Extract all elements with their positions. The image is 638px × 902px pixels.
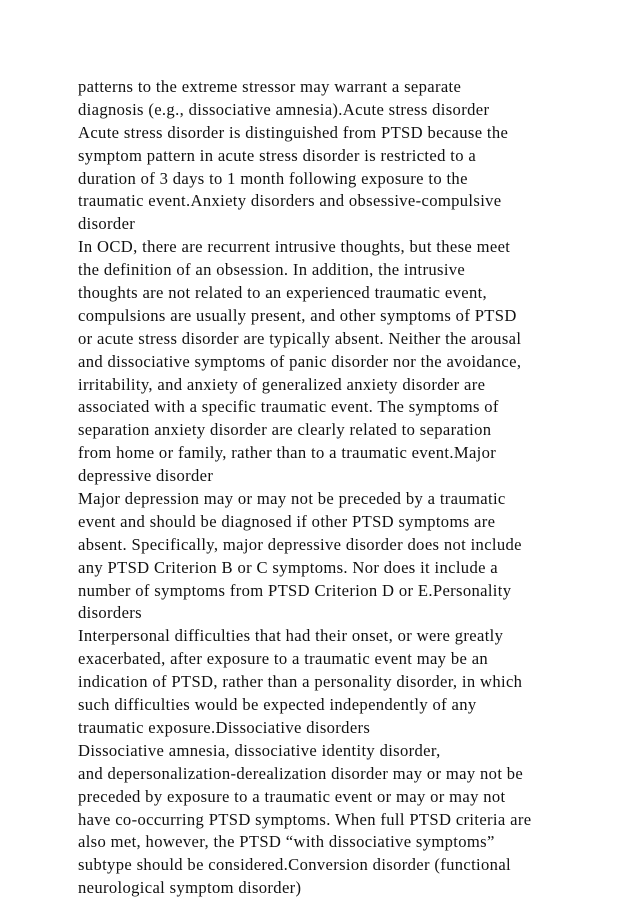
text-line: Dissociative amnesia, dissociative identity disorder,	[78, 740, 441, 760]
text-line: Interpersonal difficulties that had their onset, or were greatly	[78, 626, 504, 646]
text-line: disorder	[78, 214, 136, 234]
text-line: such difficulties would be expected independently of any	[78, 695, 477, 715]
text-line: any PTSD Criterion B or C symptoms. Nor does it include a	[78, 557, 499, 577]
text-line: patterns to the extreme stressor may warrant a separate	[78, 77, 462, 96]
text-line: have co-occurring PTSD symptoms. When full PTSD criteria are	[78, 809, 532, 829]
text-line: the definition of an obsession. In addition, the intrusive	[78, 260, 466, 280]
text-line: traumatic event.Anxiety disorders and obsessive-compulsive	[78, 191, 502, 211]
text-line: associated with a specific traumatic event. The symptoms of	[78, 397, 499, 417]
text-line: irritability, and anxiety of generalized anxiety disorder are	[78, 374, 486, 394]
text-line: or acute stress disorder are typically absent. Neither the arousal	[78, 328, 522, 348]
text-line: compulsions are usually present, and other symptoms of PTSD	[78, 305, 517, 325]
text-line: preceded by exposure to a traumatic event or may or may not	[78, 786, 506, 806]
text-line: traumatic exposure.Dissociative disorders	[78, 717, 371, 737]
text-line: also met, however, the PTSD “with dissociative symptoms”	[78, 832, 495, 852]
text-line: diagnosis (e.g., dissociative amnesia).Acute stress disorder	[78, 99, 490, 119]
text-line: thoughts are not related to an experienced traumatic event,	[78, 283, 488, 303]
text-line: event and should be diagnosed if other PTSD symptoms are	[78, 511, 496, 531]
text-line: exacerbated, after exposure to a traumatic event may be an	[78, 649, 489, 669]
text-line: Major depression may or may not be preceded by a traumatic	[78, 489, 506, 509]
text-line: from home or family, rather than to a traumatic event.Major	[78, 443, 497, 463]
text-line: number of symptoms from PTSD Criterion D or E.Personality	[78, 580, 512, 600]
text-line: separation anxiety disorder are clearly related to separation	[78, 420, 492, 440]
text-line: absent. Specifically, major depressive disorder does not include	[78, 534, 522, 554]
body-text	[78, 76, 578, 900]
text-line: and depersonalization-derealization disorder may or may not be	[78, 763, 524, 783]
text-line: disorders	[78, 603, 142, 623]
text-line: depressive disorder	[78, 466, 214, 486]
text-line: subtype should be considered.Conversion disorder (functional	[78, 855, 511, 875]
text-line: and dissociative symptoms of panic disorder nor the avoidance,	[78, 351, 522, 371]
text-line: symptom pattern in acute stress disorder is restricted to a	[78, 145, 477, 165]
text-line: indication of PTSD, rather than a personality disorder, in which	[78, 672, 523, 692]
text-line: neurological symptom disorder)	[78, 878, 302, 898]
text-line: In OCD, there are recurrent intrusive thoughts, but these meet	[78, 237, 511, 257]
text-line: duration of 3 days to 1 month following exposure to the	[78, 168, 468, 188]
text-line: Acute stress disorder is distinguished from PTSD because the	[78, 122, 509, 142]
